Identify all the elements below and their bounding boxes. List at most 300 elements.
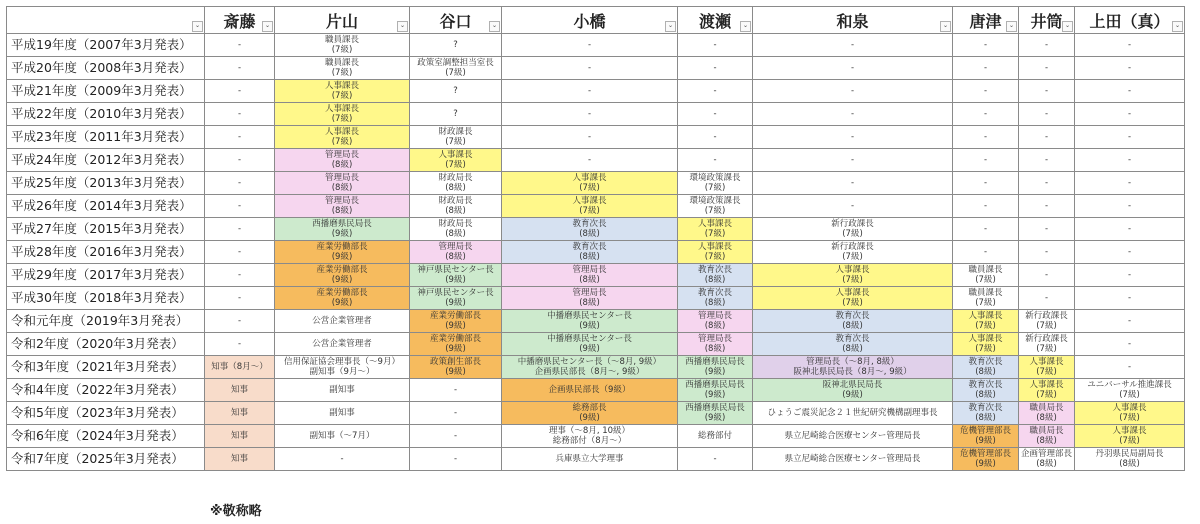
position-title: - <box>453 385 458 395</box>
position-title: 産業労働部長 <box>316 242 368 252</box>
filter-dropdown-icon[interactable]: ⌄ <box>262 21 273 32</box>
position-title: - <box>850 178 855 188</box>
honorific-note: ※敬称略 <box>210 504 262 519</box>
position-title: - <box>453 408 458 418</box>
position-title: 神戸県民センター長 <box>417 288 494 298</box>
position-detail: (7級) <box>842 252 863 262</box>
table-row <box>7 448 1185 471</box>
filter-dropdown-icon[interactable]: ⌄ <box>1062 21 1073 32</box>
position-cell <box>275 402 410 425</box>
position-cell <box>678 356 753 379</box>
position-cell <box>953 103 1019 126</box>
position-title: 職員課長 <box>968 288 1003 298</box>
position-title: 副知事 <box>329 385 355 395</box>
position-title: - <box>983 155 988 165</box>
position-cell <box>275 356 410 379</box>
position-cell <box>953 149 1019 172</box>
filter-dropdown-icon[interactable]: ⌄ <box>665 21 676 32</box>
position-cell <box>678 448 753 471</box>
position-cell <box>1075 103 1185 126</box>
position-title: - <box>1044 247 1049 257</box>
position-detail: (8級) <box>445 252 466 262</box>
position-title: 教育次長 <box>835 334 870 344</box>
column-header-label: 斎藤 <box>223 11 256 31</box>
position-title: ? <box>453 109 458 119</box>
position-detail: (7級) <box>704 206 726 216</box>
position-cell <box>678 149 753 172</box>
position-cell <box>1019 126 1075 149</box>
position-cell <box>205 149 275 172</box>
position-title: 公営企業管理者 <box>312 339 372 349</box>
position-title: 管理局長 <box>324 196 359 206</box>
filter-dropdown-icon[interactable]: ⌄ <box>489 21 500 32</box>
position-cell <box>753 448 953 471</box>
position-detail: (7級) <box>1119 413 1140 423</box>
position-title: - <box>850 40 855 50</box>
position-detail: (9級) <box>975 459 996 469</box>
position-detail: (7級) <box>331 114 353 124</box>
position-detail: (8級) <box>445 183 466 193</box>
position-title: 新行政課長 <box>831 219 874 229</box>
position-cell <box>678 80 753 103</box>
position-cell <box>678 333 753 356</box>
table-row <box>7 356 1185 379</box>
position-cell <box>753 172 953 195</box>
position-title: 危機管理部長 <box>959 426 1011 436</box>
position-detail: (8級) <box>842 321 863 331</box>
position-cell <box>502 241 678 264</box>
position-cell <box>753 241 953 264</box>
filter-dropdown-icon[interactable]: ⌄ <box>1172 21 1183 32</box>
position-title: 副知事 <box>329 408 355 418</box>
table-row <box>7 218 1185 241</box>
position-title: 中播磨県民センター長 <box>547 334 632 344</box>
position-cell <box>502 34 678 57</box>
position-title: 管理局長 <box>324 150 359 160</box>
position-title: 新行政課長 <box>1025 334 1068 344</box>
position-cell <box>753 402 953 425</box>
position-detail: (8級) <box>704 344 726 354</box>
position-cell <box>410 103 502 126</box>
position-title: - <box>1127 247 1132 257</box>
position-cell <box>1075 379 1185 402</box>
filter-dropdown-icon[interactable]: ⌄ <box>397 21 408 32</box>
position-title: 教育次長 <box>697 288 732 298</box>
position-title: 管理局長 <box>572 288 607 298</box>
position-title: 知事（8月～） <box>211 362 268 372</box>
position-cell <box>953 80 1019 103</box>
position-title: - <box>587 40 592 50</box>
position-title: 理事（～8月, 10級） <box>548 426 631 436</box>
position-title: - <box>237 155 242 165</box>
position-cell <box>502 57 678 80</box>
position-cell <box>502 218 678 241</box>
position-cell <box>678 402 753 425</box>
row-year-label: 令和5年度（2023年3月発表） <box>7 402 205 425</box>
position-cell <box>205 172 275 195</box>
position-cell <box>1075 172 1185 195</box>
position-title: 新行政課長 <box>1025 311 1068 321</box>
position-cell <box>502 172 678 195</box>
filter-dropdown-icon[interactable]: ⌄ <box>1006 21 1017 32</box>
position-title: - <box>713 63 717 73</box>
position-cell <box>502 195 678 218</box>
table-row <box>7 57 1185 80</box>
row-year-label: 平成26年度（2014年3月発表） <box>7 195 205 218</box>
column-header-label: 唐津 <box>969 11 1002 31</box>
position-title: - <box>1044 63 1049 73</box>
position-detail: (9級) <box>331 275 353 285</box>
position-cell <box>678 126 753 149</box>
position-title: - <box>453 454 458 464</box>
column-header <box>1019 7 1075 34</box>
position-cell <box>1019 333 1075 356</box>
position-title: - <box>587 86 592 96</box>
position-detail: (7級) <box>842 229 863 239</box>
position-cell <box>205 264 275 287</box>
position-title: 管理局長 <box>324 173 359 183</box>
position-cell <box>953 425 1019 448</box>
position-cell <box>753 287 953 310</box>
position-cell <box>753 333 953 356</box>
position-detail: (8級) <box>1036 413 1057 423</box>
position-title: - <box>1044 155 1049 165</box>
position-detail: (9級) <box>331 298 353 308</box>
position-title: - <box>713 454 717 464</box>
position-cell <box>753 80 953 103</box>
position-title: - <box>983 86 988 96</box>
filter-dropdown-icon[interactable]: ⌄ <box>940 21 951 32</box>
table-row <box>7 425 1185 448</box>
position-title: 信用保証協会理事長（～9月） <box>284 357 400 367</box>
row-year-label: 令和2年度（2020年3月発表） <box>7 333 205 356</box>
position-title: - <box>1127 63 1132 73</box>
position-cell <box>1019 310 1075 333</box>
row-year-label: 平成21年度（2009年3月発表） <box>7 80 205 103</box>
row-year-label: 平成24年度（2012年3月発表） <box>7 149 205 172</box>
position-cell <box>1075 195 1185 218</box>
position-title: 人事課長 <box>324 104 359 114</box>
position-detail: 阪神北県民局長（8月～, 9級） <box>793 367 912 377</box>
position-title: - <box>983 109 988 119</box>
position-title: 職員課長 <box>968 265 1003 275</box>
position-title: - <box>713 109 717 119</box>
position-title: - <box>983 247 988 257</box>
header-corner <box>7 7 205 34</box>
position-cell <box>1075 34 1185 57</box>
position-detail: (7級) <box>704 252 726 262</box>
position-cell <box>753 34 953 57</box>
position-detail: (7級) <box>842 275 863 285</box>
position-detail: (7級) <box>704 183 726 193</box>
row-year-label: 令和7年度（2025年3月発表） <box>7 448 205 471</box>
position-title: 職員課長 <box>324 35 359 45</box>
position-title: - <box>1127 339 1132 349</box>
position-title: 環境政策課長 <box>689 173 741 183</box>
table-row <box>7 103 1185 126</box>
position-title: 管理局長 <box>697 311 732 321</box>
position-title: 兵庫県立大学理事 <box>555 454 624 464</box>
position-cell <box>275 195 410 218</box>
position-cell <box>1075 241 1185 264</box>
position-detail: (9級) <box>579 321 600 331</box>
position-cell <box>205 57 275 80</box>
position-cell <box>410 287 502 310</box>
position-title: - <box>1127 201 1132 211</box>
position-title: 人事課長 <box>697 219 732 229</box>
position-detail: (9級) <box>704 390 726 400</box>
row-year-label: 令和元年度（2019年3月発表） <box>7 310 205 333</box>
column-header-label: 上田（真） <box>1089 11 1170 31</box>
position-title: - <box>237 63 242 73</box>
position-title: 神戸県民センター長 <box>417 265 494 275</box>
position-title: - <box>587 109 592 119</box>
position-detail: (8級) <box>842 344 863 354</box>
row-year-label: 令和3年度（2021年3月発表） <box>7 356 205 379</box>
position-title: 人事課長 <box>835 265 870 275</box>
position-title: 管理局長 <box>572 265 607 275</box>
position-title: - <box>850 109 855 119</box>
column-header <box>205 7 275 34</box>
position-cell <box>1019 57 1075 80</box>
position-title: - <box>1127 316 1132 326</box>
position-cell <box>753 149 953 172</box>
position-cell <box>753 425 953 448</box>
position-title: - <box>1127 155 1132 165</box>
position-cell <box>275 218 410 241</box>
position-cell <box>502 310 678 333</box>
position-title: 知事 <box>230 454 248 464</box>
personnel-table <box>6 6 1185 471</box>
position-title: - <box>983 201 988 211</box>
filter-dropdown-icon[interactable]: ⌄ <box>192 21 203 32</box>
position-title: - <box>237 201 242 211</box>
position-cell <box>205 425 275 448</box>
position-cell <box>502 103 678 126</box>
position-cell <box>678 264 753 287</box>
position-detail: (7級) <box>1036 367 1057 377</box>
position-title: - <box>237 109 242 119</box>
position-detail: (9級) <box>331 252 353 262</box>
position-cell <box>953 264 1019 287</box>
row-year-label: 平成25年度（2013年3月発表） <box>7 172 205 195</box>
table-row <box>7 195 1185 218</box>
position-title: 人事課長 <box>1112 426 1147 436</box>
row-year-label: 令和4年度（2022年3月発表） <box>7 379 205 402</box>
position-cell <box>410 126 502 149</box>
position-cell <box>410 241 502 264</box>
position-detail: (8級) <box>331 160 353 170</box>
position-title: 知事 <box>230 385 248 395</box>
position-detail: (8級) <box>975 390 996 400</box>
position-cell <box>502 356 678 379</box>
position-cell <box>275 379 410 402</box>
org-history-sheet <box>6 6 1185 471</box>
position-title: 副知事（～7月） <box>309 431 375 441</box>
position-detail: (8級) <box>975 413 996 423</box>
position-title: 企画県民部長（9級） <box>548 385 631 395</box>
position-cell <box>678 218 753 241</box>
position-title: 管理局長（～8月, 8級） <box>806 357 899 367</box>
position-cell <box>410 356 502 379</box>
position-title: 財政局長 <box>438 219 473 229</box>
column-header-label: 片山 <box>325 11 358 31</box>
position-title: - <box>850 86 855 96</box>
position-cell <box>678 103 753 126</box>
position-cell <box>1019 264 1075 287</box>
position-detail: (7級) <box>331 137 353 147</box>
position-cell <box>410 402 502 425</box>
position-title: - <box>713 155 717 165</box>
position-title: 知事 <box>230 431 248 441</box>
row-year-label: 平成28年度（2016年3月発表） <box>7 241 205 264</box>
position-cell <box>953 287 1019 310</box>
position-detail: (7級) <box>975 275 996 285</box>
position-detail: (7級) <box>1119 436 1140 446</box>
position-title: - <box>850 155 855 165</box>
position-detail: (9級) <box>579 413 600 423</box>
position-cell <box>953 34 1019 57</box>
position-title: - <box>237 86 242 96</box>
table-row <box>7 172 1185 195</box>
position-detail: (8級) <box>445 229 466 239</box>
position-title: 総務部付 <box>697 431 732 441</box>
position-title: ? <box>453 40 458 50</box>
position-title: - <box>1127 109 1132 119</box>
row-year-label: 平成27年度（2015年3月発表） <box>7 218 205 241</box>
position-title: - <box>713 86 717 96</box>
position-cell <box>753 310 953 333</box>
table-row <box>7 241 1185 264</box>
position-detail: (8級) <box>704 298 726 308</box>
position-cell <box>275 425 410 448</box>
position-cell <box>205 218 275 241</box>
position-cell <box>753 379 953 402</box>
position-cell <box>275 80 410 103</box>
position-cell <box>1019 195 1075 218</box>
position-cell <box>410 264 502 287</box>
position-title: 産業労働部長 <box>429 334 481 344</box>
position-title: - <box>713 132 717 142</box>
position-title: 財政局長 <box>438 196 473 206</box>
position-title: - <box>1127 270 1132 280</box>
position-cell <box>953 379 1019 402</box>
position-detail: (8級) <box>579 229 600 239</box>
position-detail: (7級) <box>445 68 466 78</box>
position-title: - <box>850 132 855 142</box>
position-cell <box>275 34 410 57</box>
position-title: 危機管理部長 <box>959 449 1011 459</box>
position-title: - <box>850 201 855 211</box>
position-title: 産業労働部長 <box>316 265 368 275</box>
position-cell <box>410 195 502 218</box>
position-title: 西播磨県民局長 <box>312 219 372 229</box>
position-cell <box>1019 402 1075 425</box>
position-cell <box>753 218 953 241</box>
position-cell <box>502 333 678 356</box>
position-title: 教育次長 <box>697 265 732 275</box>
position-title: 公営企業管理者 <box>312 316 372 326</box>
position-title: - <box>850 63 855 73</box>
position-title: 管理局長 <box>438 242 473 252</box>
position-title: 財政課長 <box>438 127 473 137</box>
position-detail: 企画県民部長（8月～, 9級） <box>534 367 645 377</box>
column-header <box>502 7 678 34</box>
position-cell <box>205 379 275 402</box>
position-cell <box>678 172 753 195</box>
position-title: 人事課長 <box>324 127 359 137</box>
position-detail: (8級) <box>579 275 600 285</box>
position-cell <box>753 356 953 379</box>
position-detail: (8級) <box>331 183 353 193</box>
position-cell <box>678 195 753 218</box>
column-header <box>953 7 1019 34</box>
position-cell <box>205 310 275 333</box>
position-cell <box>410 218 502 241</box>
position-title: - <box>1044 201 1049 211</box>
position-detail: (7級) <box>1036 321 1057 331</box>
position-cell <box>410 379 502 402</box>
position-cell <box>953 448 1019 471</box>
position-detail: (7級) <box>331 45 353 55</box>
row-year-label: 平成20年度（2008年3月発表） <box>7 57 205 80</box>
position-title: - <box>237 178 242 188</box>
position-cell <box>205 80 275 103</box>
column-header <box>410 7 502 34</box>
position-title: - <box>587 63 592 73</box>
position-cell <box>1075 80 1185 103</box>
position-cell <box>953 172 1019 195</box>
position-cell <box>205 126 275 149</box>
position-title: 中播磨県民センター長（～8月, 9級） <box>517 357 662 367</box>
column-header-label: 和泉 <box>836 11 869 31</box>
position-title: 人事課長 <box>438 150 473 160</box>
position-title: 管理局長 <box>697 334 732 344</box>
position-title: - <box>453 431 458 441</box>
position-title: 教育次長 <box>968 403 1003 413</box>
position-cell <box>1075 264 1185 287</box>
table-row <box>7 402 1185 425</box>
position-cell <box>953 310 1019 333</box>
position-title: - <box>1127 362 1132 372</box>
table-row <box>7 310 1185 333</box>
position-cell <box>1075 287 1185 310</box>
position-title: - <box>1044 293 1049 303</box>
position-title: 西播磨県民局長 <box>685 403 745 413</box>
position-cell <box>753 126 953 149</box>
position-cell <box>753 195 953 218</box>
position-detail: (8級) <box>579 298 600 308</box>
position-title: 人事課長 <box>835 288 870 298</box>
position-title: - <box>1044 178 1049 188</box>
position-title: 教育次長 <box>968 357 1003 367</box>
position-cell <box>753 264 953 287</box>
position-title: 人事課長 <box>1112 403 1147 413</box>
position-cell <box>953 57 1019 80</box>
table-row <box>7 264 1185 287</box>
position-title: - <box>1127 132 1132 142</box>
position-detail: (8級) <box>445 206 466 216</box>
position-title: 人事課長 <box>572 196 607 206</box>
position-detail: (7級) <box>579 183 600 193</box>
position-title: - <box>983 40 988 50</box>
position-title: ? <box>453 86 458 96</box>
position-detail: (9級) <box>704 413 726 423</box>
filter-dropdown-icon[interactable]: ⌄ <box>740 21 751 32</box>
position-detail: (7級) <box>579 206 600 216</box>
position-title: 政策室調整担当室長 <box>417 58 494 68</box>
position-cell <box>275 241 410 264</box>
